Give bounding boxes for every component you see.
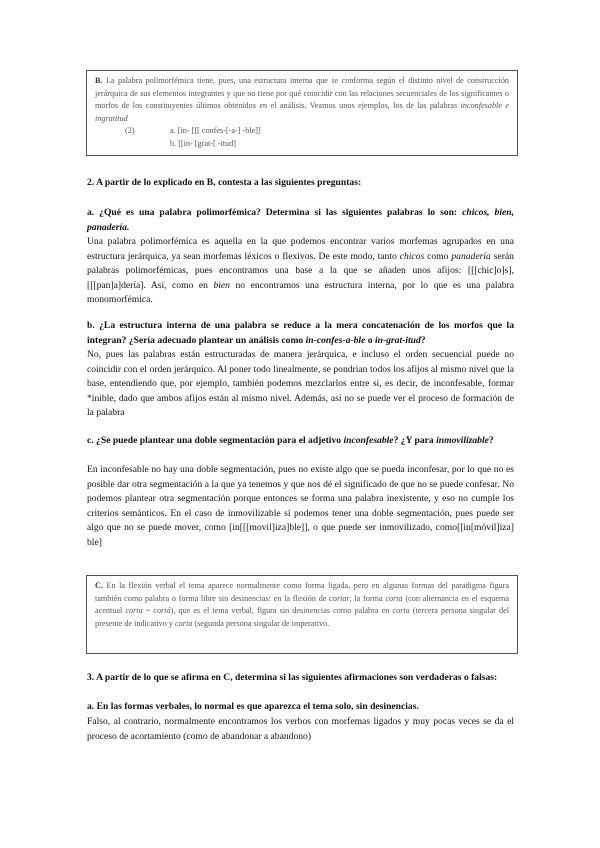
question-2c-word1: inconfesable: [343, 435, 394, 446]
question-2a: [87, 206, 514, 235]
box-b-example-words: inconfesable e ingratitud: [95, 101, 510, 123]
box-c-word4: corta: [392, 606, 410, 616]
quote-box-b-text: [95, 75, 509, 125]
box-c-label: C.: [95, 581, 103, 590]
question-2a-text: a. ¿Qué es una palabra polimorfémica? Determina si las siguientes palabras lo son:: [87, 207, 458, 218]
section-3-heading: 3. A partir de lo que se afirma en C, determina si las siguientes afirmaciones son verdaderas o falsas:: [87, 672, 498, 683]
example-line-1: [95, 125, 509, 138]
box-c-part4: ), que es el tema verbal, figura sin desinencias como palabra en: [170, 606, 390, 616]
question-2c-part3: ?: [488, 435, 494, 446]
box-b-label: B.: [95, 76, 103, 85]
quote-box-b: [86, 70, 518, 156]
box-c-part3: (con alternancia en el esquema acentual: [95, 593, 510, 616]
question-2b-word1: in-confes-a-ble: [305, 334, 366, 346]
question-2b-part3: ?: [420, 334, 426, 346]
question-2a-words: chicos, bien, panadería.: [87, 207, 514, 233]
answer-2a-part4: no encontramos una estructura interna, por lo que es una palabra monomorfémica.: [87, 279, 514, 306]
quote-box-c: [86, 575, 518, 654]
box-c-part5: (tercera persona singular del presente de indicativo y: [95, 606, 510, 628]
question-2c-word2: inmovilizable: [436, 435, 489, 446]
answer-2a-word1: chicos: [399, 250, 425, 262]
box-c-part2: , la forma: [349, 593, 383, 603]
answer-2a-part2: como: [427, 250, 449, 262]
answer-2a-word2: panadería: [451, 250, 491, 262]
answer-2c: En inconfesable no hay una doble segmentación, pues no existe algo que se pueda inconfesar, por lo que no es posible dar otra segmentación a la que ya tenemos y que nos dé el significado de que no se puede confesar. No podemos plantear otra segmentación porque entonces se forma una palabra inexistente, y eso no cumple los criterios semánticos. En el caso de inmovilizable sí podemos tener una doble segmentación, pues puede ser algo que no se puede mover, como [in[[[movil]iza]ble]], o que puede ser inmovilizado, como[[in[móvil]iza] ble]: [87, 464, 514, 548]
answer-2a-word3: bien: [213, 279, 230, 291]
box-c-word1: cortar: [329, 593, 350, 603]
answer-2a-part3: serán palabras polimorfémicas, pues encontramos una base a la que se añaden unos afijos: [[[chic]o]s], [[[pan]a]dería]. Así, como en: [87, 250, 514, 291]
box-c-part1: En la flexión verbal el tema aparece normalmente como forma ligada, pero en algunas formas del paradigma figura también como palabra o forma libre sin desinencias: en la flexión de: [95, 581, 510, 603]
box-c-word3: corta ~ cortá: [125, 606, 171, 616]
answer-2b: No, pues las palabras están estructuradas de manera jerárquica, e incluso el orden secuencial puede no coincidir con el orden jerárquico. Al poner todo linealmente, se pondrían todos los afijos al mismo nivel que la base, entendiendo que, por ejemplo, también podemos mezclarlos entre sí, es decir, de inconfesable, formar *inible, dado que ambos afijos están al mismo nivel. Además, así no se puede ver el proceso de formación de la palabra: [87, 349, 514, 419]
answer-2a-part1: Una palabra polimorfémica es aquella en la que podemos encontrar varios morfemas agrupados en una estructura jerárquica, ya sean morfemas léxicos o flexivos. De este modo, tanto: [87, 236, 514, 262]
example-line-2: [95, 138, 509, 151]
question-3a: a. En las formas verbales, lo normal es que aparezca el tema solo, sin desinencias.: [87, 701, 419, 712]
question-2b: [87, 319, 514, 348]
question-2b-part1: b. ¿La estructura interna de una palabra se reduce a la mera concatenación de los morfos que la integran? ¿Sería adecuado plantear un análisis como: [87, 320, 514, 346]
example-b: b. [[in- [grat-[ -itud]: [170, 138, 236, 148]
box-b-body: La palabra polimorfémica tiene, pues, una estructura interna que se conforma según el distinto nivel de construcción jerárquica de sus elementos integrantes y que no tiene por qué coincidir con las relaciones secuenciales de los significantes o morfos de los constituyentes últimos obtenidos en el análisis. Veamos unos ejemplos, los de las palabras: [95, 76, 510, 111]
box-c-word2: corta: [385, 593, 403, 603]
question-2c-part1: c. ¿Se puede plantear una doble segmentación para el adjetivo: [87, 435, 342, 446]
question-2c-part2: ? ¿Y para: [393, 435, 434, 446]
question-2b-part2: o: [367, 334, 373, 346]
example-number: (2): [125, 126, 135, 136]
question-2b-word2: in-grat-itud: [374, 334, 421, 346]
answer-3a: Falso, al contrario, normalmente encontramos los verbos con morfemas ligados y muy pocas veces se da el proceso de acortamiento (como de abandonar a abandono): [87, 716, 514, 742]
box-c-word5: corta: [175, 618, 193, 628]
example-a: a. [in- [[[ confes-[-a-] -ble]]: [170, 126, 261, 136]
question-2c: [87, 434, 514, 449]
answer-2a: [87, 235, 514, 308]
box-c-part6: (segunda persona singular de imperativo.: [194, 618, 330, 628]
section-2-heading: 2. A partir de lo explicado en B, contesta a las siguientes preguntas:: [87, 177, 362, 188]
